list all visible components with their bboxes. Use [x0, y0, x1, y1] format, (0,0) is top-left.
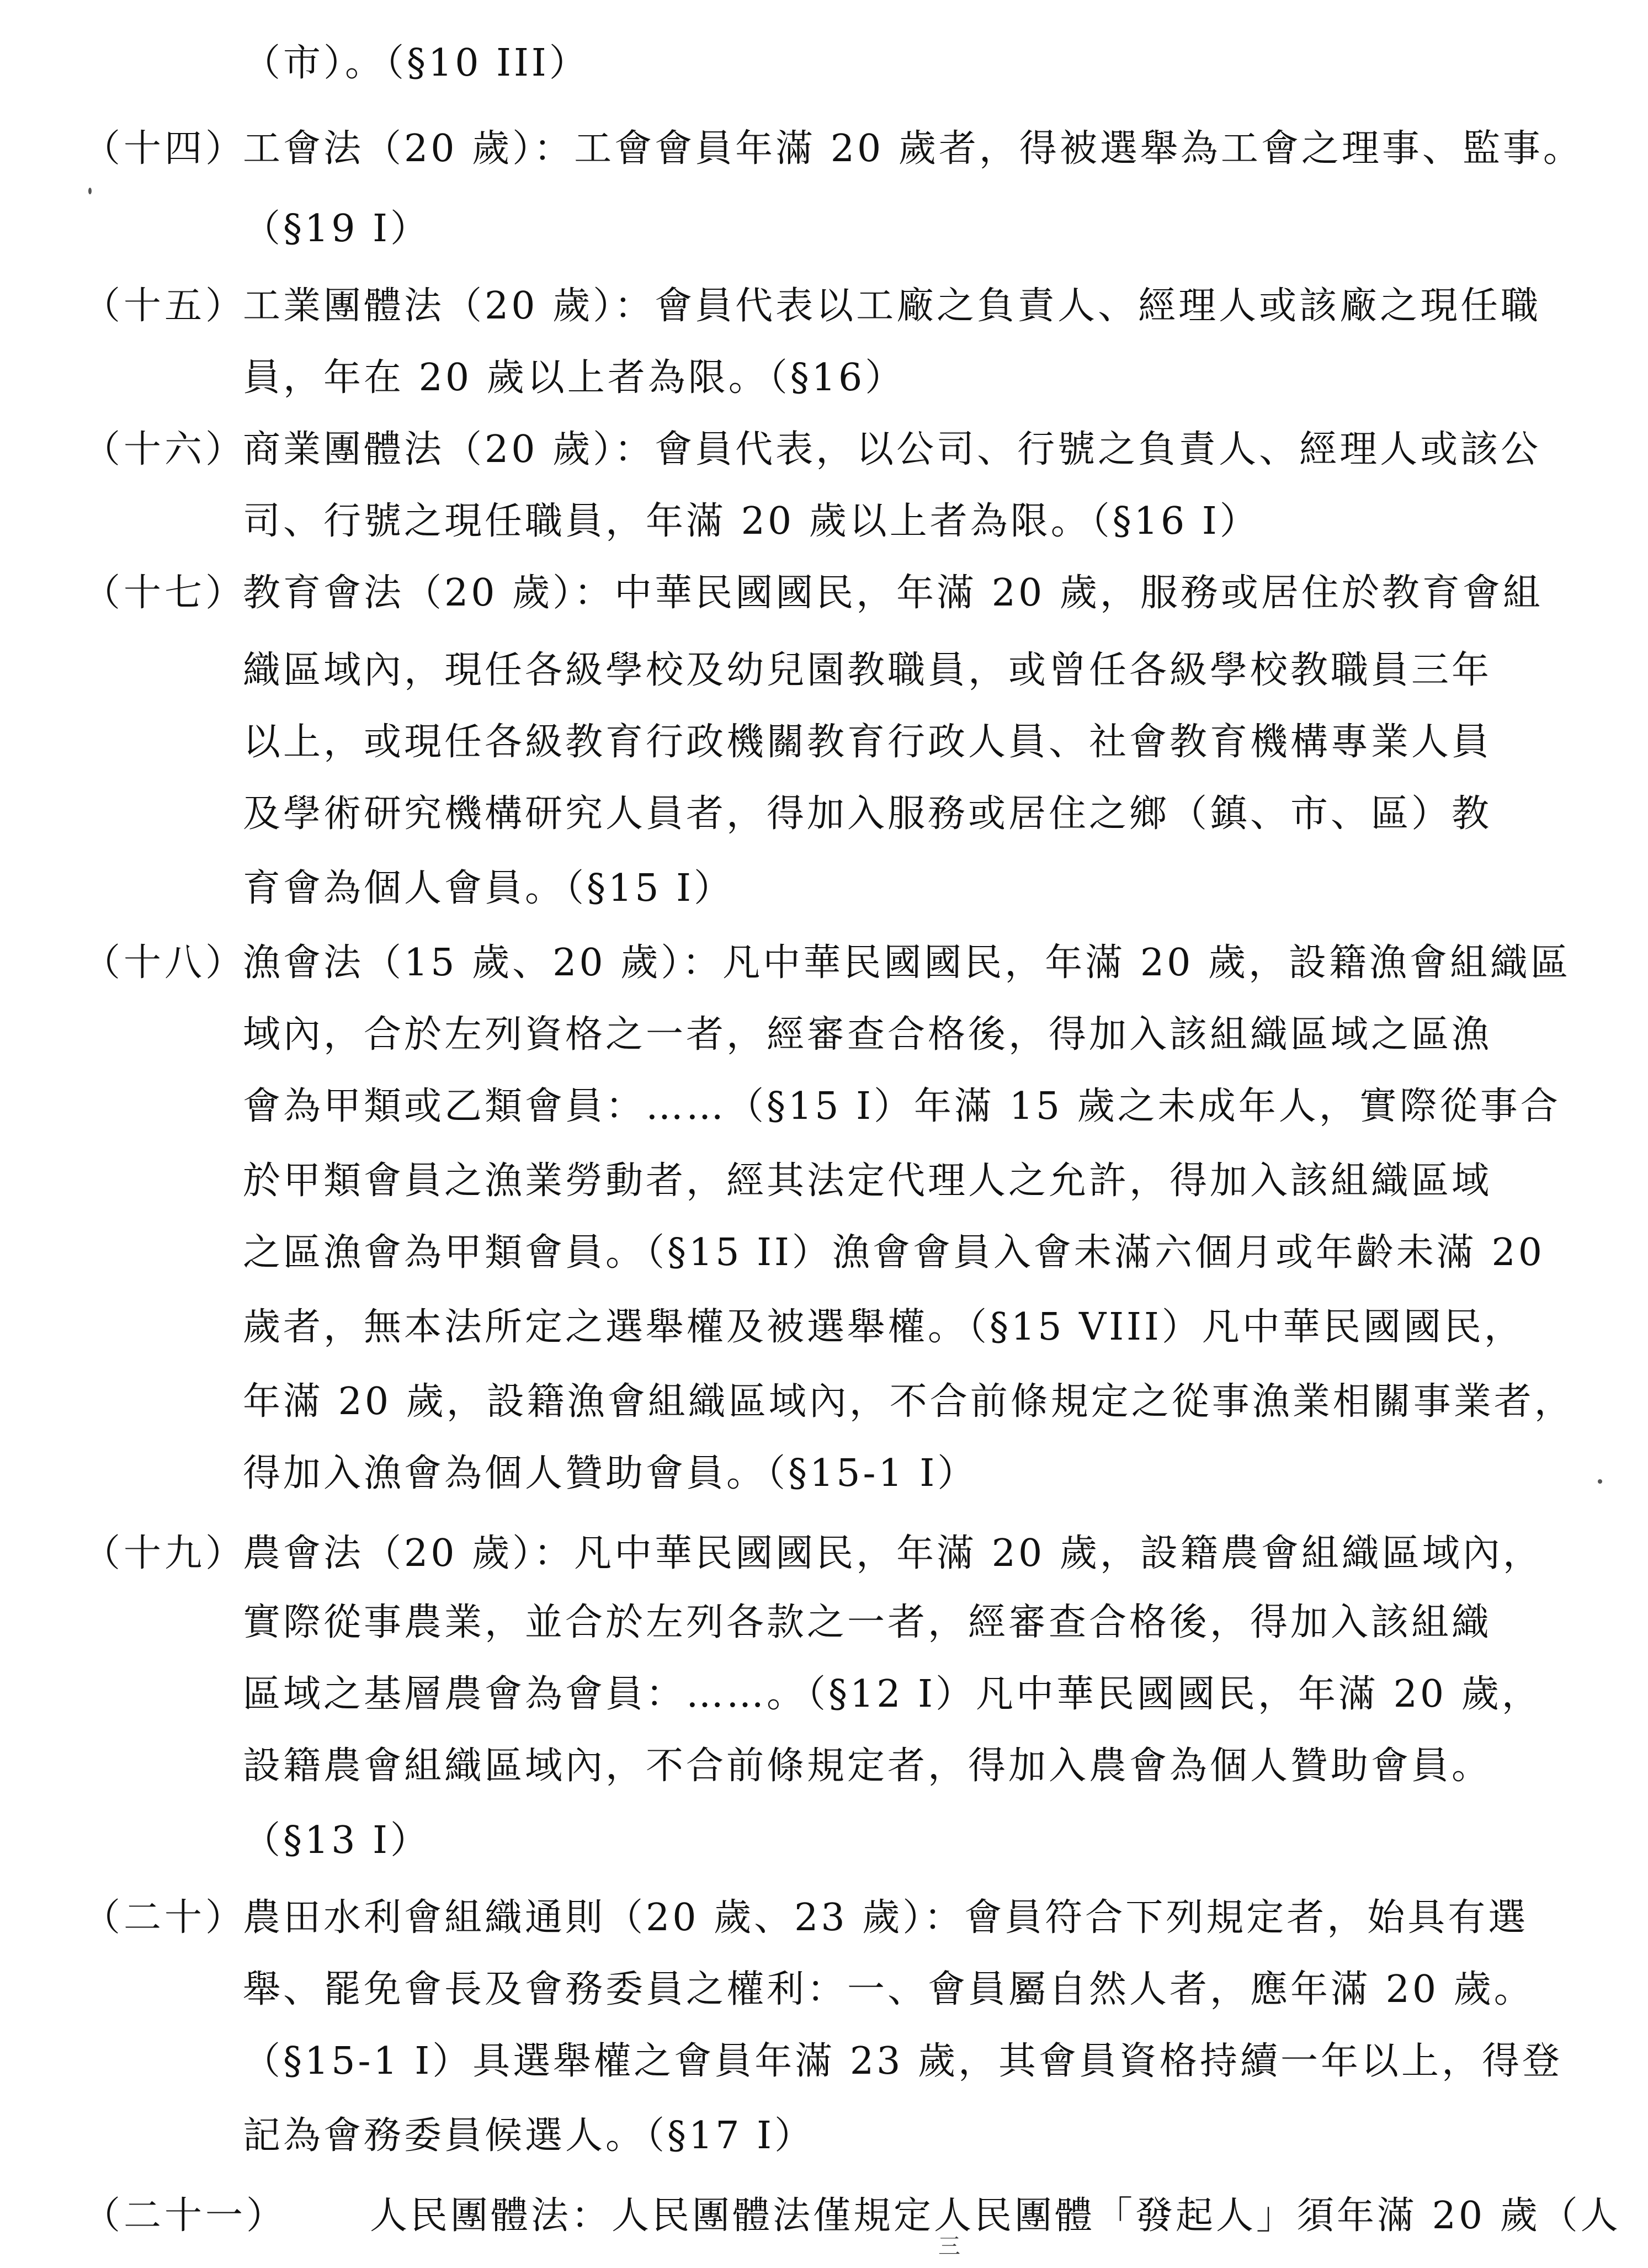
- text-line: 之區漁會為甲類會員。（§15 II）漁會會員入會未滿六個月或年齡未滿 20: [243, 1231, 1545, 1274]
- text-line: 工業團體法（20 歲）：會員代表以工廠之負責人、經理人或該廠之現任職: [243, 284, 1541, 328]
- text-line: 記為會務委員候選人。（§17 I）: [243, 2114, 815, 2158]
- text-line: 於甲類會員之漁業勞動者，經其法定代理人之允許，得加入該組織區域: [243, 1159, 1492, 1203]
- text-line: 實際從事農業，並合於左列各款之一者，經審查合格後，得加入該組織: [243, 1601, 1492, 1644]
- text-line: 年滿 20 歲，設籍漁會組織區域內，不合前條規定之從事漁業相關事業者，: [243, 1380, 1575, 1424]
- item-label-19: （十九）: [83, 1532, 247, 1575]
- text-line: （市）。（§10 III）: [243, 41, 589, 85]
- text-line: （§15-1 I）具選舉權之會員年滿 23 歲，其會員資格持續一年以上，得登: [243, 2039, 1563, 2083]
- scan-speck: [1598, 1479, 1602, 1484]
- text-line: 區域之基層農會為會員：……。（§12 I）凡中華民國國民，年滿 20 歲，: [243, 1672, 1542, 1716]
- text-line: 人民團體法：人民團體法僅規定人民團體「發起人」須年滿 20 歲（人: [370, 2194, 1621, 2238]
- item-label-16: （十六）: [83, 428, 247, 471]
- text-line: 舉、罷免會長及會務委員之權利：一、會員屬自然人者，應年滿 20 歲。: [243, 1968, 1534, 2011]
- scan-speck: [88, 188, 92, 194]
- item-label-17: （十七）: [83, 571, 247, 615]
- item-label-20: （二十）: [83, 1896, 247, 1940]
- text-line: 員，年在 20 歲以上者為限。（§16）: [243, 356, 906, 400]
- text-line: 域內，合於左列資格之一者，經審查合格後，得加入該組織區域之區漁: [243, 1013, 1492, 1056]
- text-line: 教育會法（20 歲）：中華民國國民，年滿 20 歲，服務或居住於教育會組: [243, 571, 1543, 615]
- text-line: 設籍農會組織區域內，不合前條規定者，得加入農會為個人贊助會員。: [243, 1744, 1492, 1788]
- text-line: 育會為個人會員。（§15 I）: [243, 867, 735, 910]
- text-line: 會為甲類或乙類會員：……（§15 I）年滿 15 歲之未成年人，實際從事合: [243, 1085, 1561, 1128]
- page-number: 三: [938, 2234, 960, 2259]
- text-line: 以上，或現任各級教育行政機關教育行政人員、社會教育機構專業人員: [243, 720, 1492, 764]
- text-line: 及學術研究機構研究人員者，得加入服務或居住之鄉（鎮、市、區）教: [243, 792, 1492, 836]
- item-label-14: （十四）: [83, 127, 247, 171]
- text-line: 司、行號之現任職員，年滿 20 歲以上者為限。（§16 I）: [243, 500, 1260, 543]
- text-line: （§13 I）: [243, 1819, 431, 1862]
- text-line: （§19 I）: [243, 207, 431, 251]
- text-line: 工會法（20 歲）：工會會員年滿 20 歲者，得被選舉為工會之理事、監事。: [243, 127, 1583, 171]
- text-line: 商業團體法（20 歲）：會員代表，以公司、行號之負責人、經理人或該公: [243, 428, 1541, 471]
- text-line: 農會法（20 歲）：凡中華民國國民，年滿 20 歲，設籍農會組織區域內，: [243, 1532, 1543, 1575]
- text-line: 織區域內，現任各級學校及幼兒園教職員，或曾任各級學校教職員三年: [243, 649, 1492, 692]
- text-line: 歲者，無本法所定之選舉權及被選舉權。（§15 VIII）凡中華民國國民，: [243, 1305, 1524, 1349]
- item-label-18: （十八）: [83, 941, 247, 985]
- item-label-21: （二十一）: [83, 2194, 288, 2238]
- text-line: 得加入漁會為個人贊助會員。（§15-1 I）: [243, 1452, 978, 1495]
- text-line: 農田水利會組織通則（20 歲、23 歲）：會員符合下列規定者，始具有選: [243, 1896, 1529, 1940]
- item-label-15: （十五）: [83, 284, 247, 328]
- text-line: 漁會法（15 歲、20 歲）：凡中華民國國民，年滿 20 歲，設籍漁會組織區: [243, 941, 1571, 985]
